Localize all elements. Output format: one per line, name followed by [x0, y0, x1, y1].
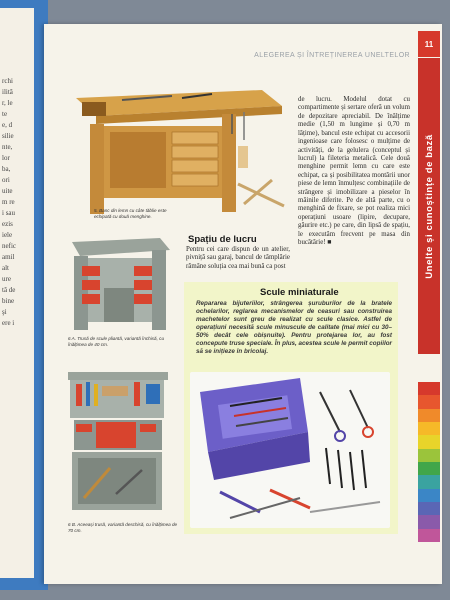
- previous-page-text-fragment: tă de: [2, 286, 16, 294]
- previous-page-text-fragment: nefic: [2, 242, 16, 250]
- previous-page-text-fragment: ilită: [2, 88, 13, 96]
- previous-page-text-fragment: i sau: [2, 209, 16, 217]
- color-index-bar: [418, 435, 440, 448]
- workspace-text: Pentru cei care dispun de un atelier, pivniță sau garaj, bancul de tâmplărie rămâne soluția cea mai bună ca post: [186, 246, 290, 270]
- previous-page-text-fragment: uite: [2, 187, 13, 195]
- previous-page-text-fragment: ba,: [2, 165, 11, 173]
- color-index-bar: [418, 502, 440, 515]
- mini-tools-text: Repararea bijuteriilor, strângerea șuruburilor de la bratele ochelarilor, reglarea mecanismelor de ceasuri sau construirea machetelor sunt greu de realizat cu scule clasice. Astfel de operațiuni necesită scule minuscule de calitate (mai mici cu 30–50% decât cele obișnuite). Pentru protejarea lor, au fost concepute truse speciale. În plus, acestea scule le permit copiilor să se inițieze în bricolaj.: [196, 300, 392, 355]
- color-index-bar: [418, 489, 440, 502]
- figure-6a-caption: 6 A. Trusă de scule pliantă, variantă închisă, cu înălțimea de 40 cm.: [68, 336, 165, 347]
- previous-page-text-fragment: ure: [2, 275, 11, 283]
- previous-page-text-fragment: alt: [2, 264, 9, 272]
- previous-page-text-fragment: bine: [2, 297, 15, 305]
- previous-page-text-fragment: te: [2, 110, 8, 118]
- previous-page-text-fragment: rchi: [2, 77, 13, 85]
- color-index-bars: [418, 382, 440, 542]
- body-text-right-column: de lucru. Modelul dotat cu compartimente și sertare oferă un volum de depozitare apreciabil. De înălțime medie (1,50 m lungime și 0,70 m lățime), bancul este echipat cu accesorii ingenioase care folosesc o mulțime de activități, de la gelulera (conceptul și lucrul) la fileteria metalică. Cele două menghine permit lemn cu care este echipat, ca și posibilitatea montării unor piese de lemn înmulțesc combinațiile de strângere și imobilizare a pieselor în mâinile diferite. Pe de altă parte, cu o menghină de fixare, se pot realiza mici operațiuni usoare (lipire, decupare, găurire etc.) pe care, din lipsă de spațiu, le executăm frecvent pe masa din bucătărie! ■: [298, 96, 410, 247]
- color-index-bar: [418, 529, 440, 542]
- previous-page-text-fragment: silie: [2, 132, 14, 140]
- previous-page-text-fragment: e, d: [2, 121, 13, 129]
- workbench-image: [62, 84, 290, 220]
- open-toolcase-image: [62, 362, 174, 518]
- figure-5-caption: 5. Banc din lemn cu câte tăblie este echipată cu două menghine.: [94, 208, 167, 219]
- running-head: ALEGEREA ȘI ÎNTREȚINEREA UNELTELOR: [254, 52, 410, 59]
- page-number: 11: [418, 31, 440, 57]
- color-index-bar: [418, 475, 440, 488]
- color-index-bar: [418, 422, 440, 435]
- previous-page-text-fragment: ori: [2, 176, 10, 184]
- mini-tools-heading: Scule miniaturale: [260, 287, 339, 298]
- previous-page-text-fragment: lor: [2, 154, 10, 162]
- mini-tools-image: [190, 372, 390, 528]
- previous-page-text-fragment: iele: [2, 231, 13, 239]
- chapter-side-title: Unelte și cunoștințe de bază: [423, 133, 435, 279]
- previous-page-text-fragment: m re: [2, 198, 15, 206]
- color-index-bar: [418, 395, 440, 408]
- color-index-bar: [418, 462, 440, 475]
- previous-page-text-fragment: amil: [2, 253, 15, 261]
- figure-6b-caption: 6 B. Aceeași trusă, variantă deschisă, cu înălțimea de 70 cm.: [68, 522, 178, 533]
- color-index-bar: [418, 515, 440, 528]
- closed-toolcase-image: [64, 232, 174, 336]
- workspace-heading: Spațiu de lucru: [188, 234, 257, 245]
- previous-page-text-fragment: şi: [2, 308, 7, 316]
- previous-page-text: [0, 8, 34, 578]
- color-index-bar: [418, 409, 440, 422]
- previous-page-text-fragment: ere i: [2, 319, 15, 327]
- previous-page-edge: [0, 0, 48, 590]
- color-index-bar: [418, 382, 440, 395]
- previous-page-text-fragment: nte,: [2, 143, 13, 151]
- previous-page-text-fragment: r, le: [2, 99, 13, 107]
- color-index-bar: [418, 449, 440, 462]
- previous-page-text-fragment: ezis: [2, 220, 13, 228]
